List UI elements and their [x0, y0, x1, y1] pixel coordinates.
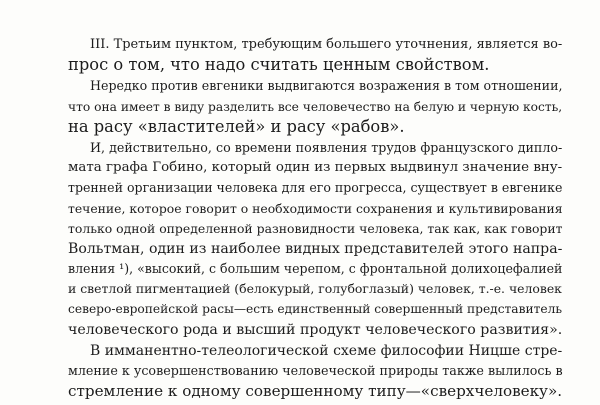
text-line: мление к усовершенствованию человеческой природы также вылилось в	[68, 363, 563, 378]
paragraph-2	[68, 76, 600, 137]
text-line: Вольтман, один из наиболее видных представителей этого напра-	[68, 240, 563, 257]
text-line: прос о том, что надо считать ценным свойством.	[68, 55, 490, 75]
text-line: В имманентно-телеологической схеме философии Ницше стре-	[90, 342, 563, 359]
text-line: что она имеет в виду разделить все человечество на белую и черную кость,	[68, 99, 563, 114]
paragraph-3	[68, 138, 600, 340]
text-line: человеческого рода и высший продукт человеческого развития».	[68, 321, 563, 338]
text-line: тренней организации человека для его прогресса, существует в евгенике	[68, 180, 563, 196]
text-line: И, действительно, со времени появления трудов французского дипло-	[90, 139, 563, 155]
text-line: северо-европейской расы—есть единственный совершенный представитель	[68, 302, 563, 317]
text-line: течение, которое говорит о необходимости сохранения и культивирования	[68, 201, 563, 216]
text-line: вления ¹), «высокий, с большим черепом, с фронтальной долихоцефалией	[68, 261, 563, 277]
text-line: Нередко против евгеники выдвигаются возражения в том отношении,	[90, 78, 563, 94]
text-line: и светлой пигментацией (белокурый, голубоглазый) человек, т.-е. человек	[68, 281, 562, 297]
text-line: мата графа Гобино, который один из первых выдвинул значение вну-	[68, 160, 563, 176]
text-line: только одной определенной разновидности человека, так как, как говорит	[68, 220, 563, 236]
paragraph-1	[68, 35, 600, 75]
paragraph-4	[68, 341, 600, 402]
text-line: III. Третьим пунктом, требующим большего уточнения, является во-	[90, 37, 563, 52]
text-line: стремление к одному совершенному типу—«сверхчеловеку».	[68, 382, 563, 401]
text-line: на расу «властителей» и расу «рабов».	[68, 116, 405, 136]
